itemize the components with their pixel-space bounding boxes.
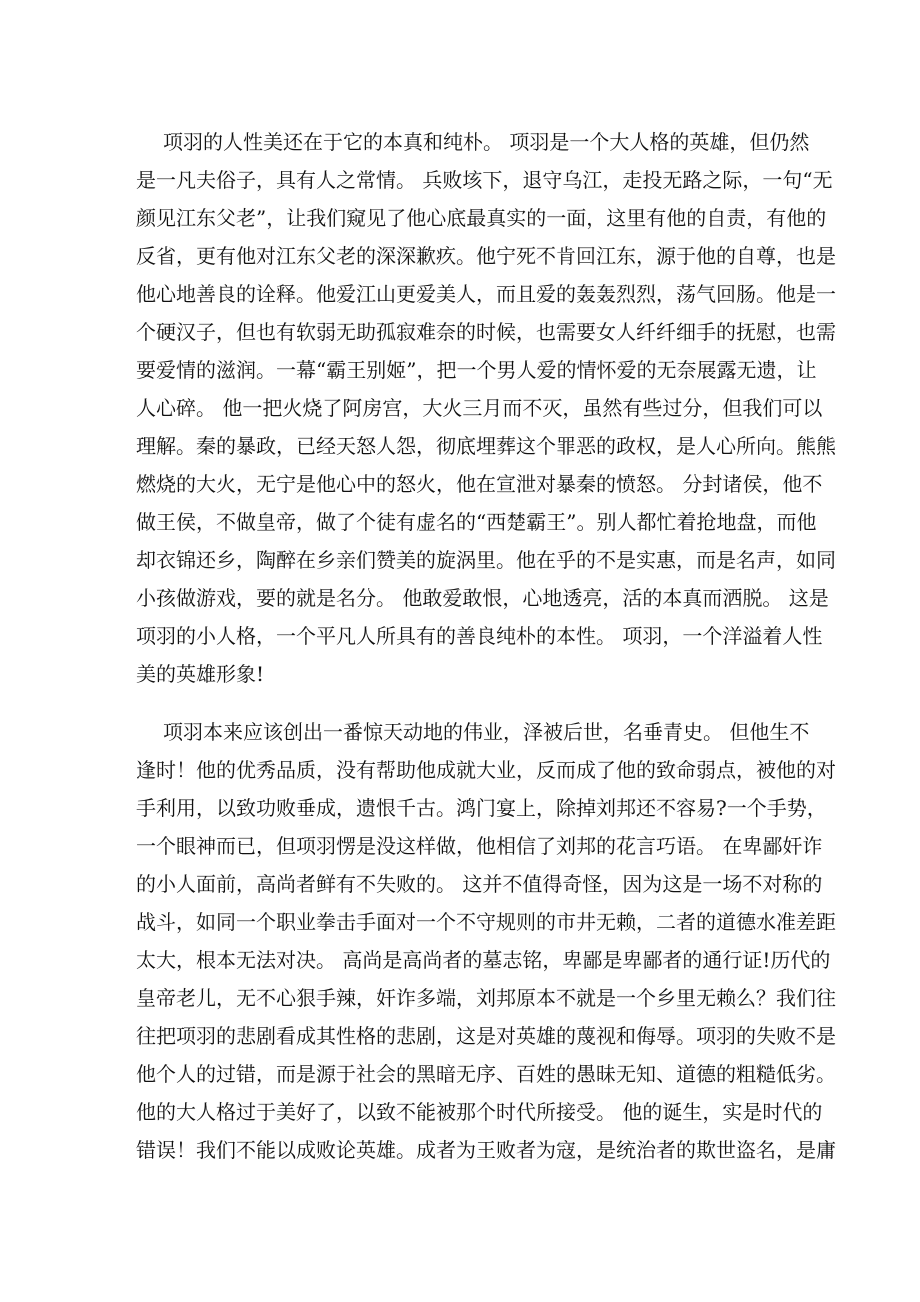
text-line: 往把项羽的悲剧看成其性格的悲剧，这是对英雄的蔑视和侮辱。项羽的失败不是 xyxy=(136,1024,836,1048)
text-line: 错误！我们不能以成败论英雄。成者为王败者为寇，是统治者的欺世盗名，是庸 xyxy=(136,1138,836,1162)
text-line: 他个人的过错，而是源于社会的黑暗无序、百姓的愚昧无知、道德的粗糙低劣。 xyxy=(136,1062,836,1086)
text-line: 战斗，如同一个职业拳击手面对一个不守规则的市井无赖，二者的道德水准差距 xyxy=(136,910,836,934)
text-line: 是一凡夫俗子，具有人之常情。 兵败垓下，退守乌江，走投无路之际，一句“无 xyxy=(136,168,833,192)
text-line: 美的英雄形象! xyxy=(136,662,265,686)
text-line: 的小人面前，高尚者鲜有不失败的。 这并不值得奇怪，因为这是一场不对称的 xyxy=(136,872,823,896)
text-line: 项羽的小人格，一个平凡人所具有的善良纯朴的本性。 项羽，一个洋溢着人性 xyxy=(136,624,823,648)
text-line: 手利用，以致功败垂成，遗恨千古。鸿门宴上，除掉刘邦还不容易?一个手势， xyxy=(136,796,827,820)
text-line: 理解。秦的暴政，已经天怒人怨，彻底埋葬这个罪恶的政权，是人心所向。熊熊 xyxy=(136,434,836,458)
text-line: 做王侯，不做皇帝，做了个徒有虚名的“西楚霸王”。别人都忙着抢地盘，而他 xyxy=(136,510,817,534)
text-line: 人心碎。 他一把火烧了阿房宫，大火三月而不灭，虽然有些过分，但我们可以 xyxy=(136,396,823,420)
text-line: 个硬汉子，但也有软弱无助孤寂难奈的时候，也需要女人纤纤细手的抚慰，也需 xyxy=(136,320,836,344)
text-line: 小孩做游戏，要的就是名分。 他敢爱敢恨，心地透亮，活的本真而洒脱。 这是 xyxy=(136,586,829,610)
text-line: 项羽本来应该创出一番惊天动地的伟业，泽被后世，名垂青史。 但他生不 xyxy=(163,720,810,744)
text-line: 要爱情的滋润。一幕“霸王别姬”，把一个男人爱的情怀爱的无奈展露无遗，让 xyxy=(136,358,817,382)
text-line: 他心地善良的诠释。他爱江山更爱美人，而且爱的轰轰烈烈，荡气回肠。他是一 xyxy=(136,282,836,306)
text-line: 太大，根本无法对决。 高尚是高尚者的墓志铭，卑鄙是卑鄙者的通行证!历代的 xyxy=(136,948,831,972)
text-line: 燃烧的大火，无宁是他心中的怒火，他在宣泄对暴秦的愤怒。 分封诸侯，他不 xyxy=(136,472,823,496)
text-line: 反省，更有他对江东父老的深深歉疚。他宁死不肯回江东，源于他的自尊，也是 xyxy=(136,244,836,268)
text-line: 一个眼神而已，但项羽愣是没这样做，他相信了刘邦的花言巧语。 在卑鄙奸诈 xyxy=(136,834,823,858)
text-line: 他的大人格过于美好了，以致不能被那个时代所接受。 他的诞生，实是时代的 xyxy=(136,1100,823,1124)
text-line: 皇帝老儿，无不心狠手辣，奸诈多端，刘邦原本不就是一个乡里无赖么？我们往 xyxy=(136,986,836,1010)
text-line: 项羽的人性美还在于它的本真和纯朴。 项羽是一个大人格的英雄，但仍然 xyxy=(163,130,810,154)
text-line: 逢时！他的优秀品质，没有帮助他成就大业，反而成了他的致命弱点，被他的对 xyxy=(136,758,836,782)
text-line: 颜见江东父老”，让我们窥见了他心底最真实的一面，这里有他的自责，有他的 xyxy=(136,206,827,230)
text-line: 却衣锦还乡，陶醉在乡亲们赞美的旋涡里。他在乎的不是实惠，而是名声，如同 xyxy=(136,548,836,572)
